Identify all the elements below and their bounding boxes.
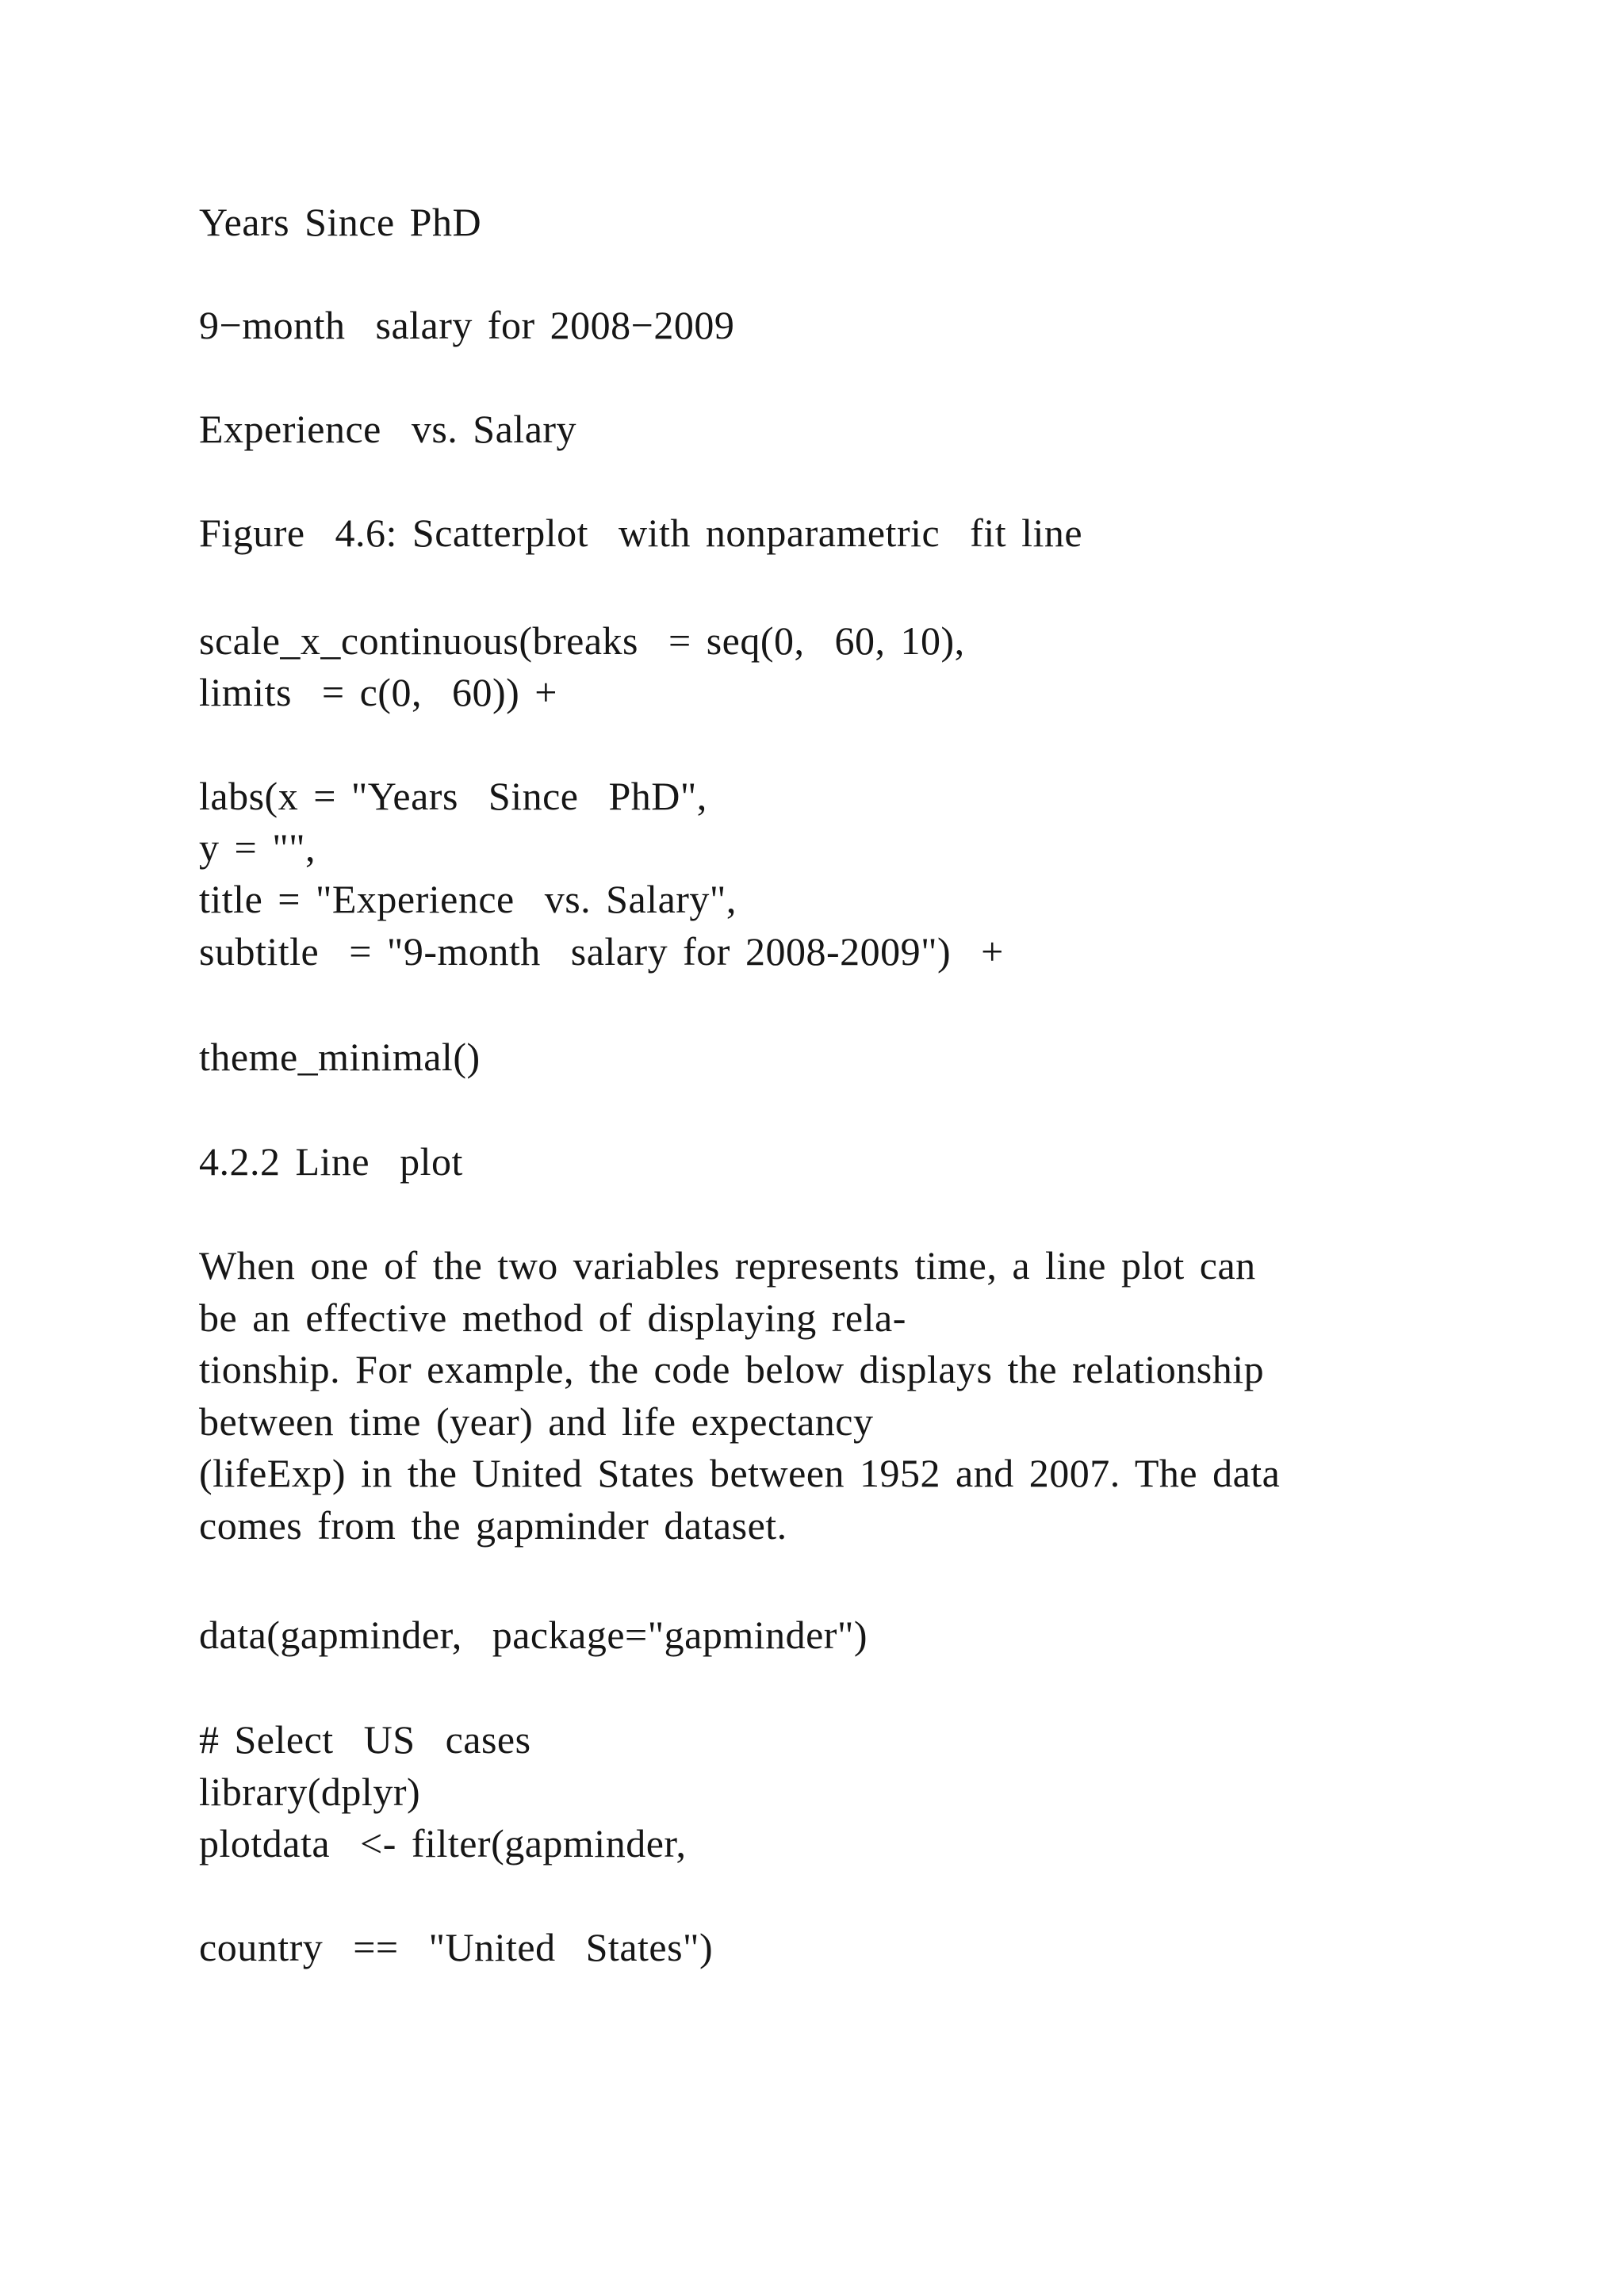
- section-heading: 4.2.2 Line plot: [199, 1139, 463, 1184]
- figure-title-text: Experience vs. Salary: [199, 407, 577, 451]
- figure-subtitle-text: 9−month salary for 2008−2009: [199, 303, 735, 347]
- code-line: theme_minimal(): [199, 1035, 481, 1079]
- figure-xlabel-text: Years Since PhD: [199, 200, 482, 244]
- figure-caption: Figure 4.6: Scatterplot with nonparametric fit line: [199, 511, 1083, 555]
- code-line: library(dplyr): [199, 1770, 421, 1814]
- code-line: country == "United States"): [199, 1925, 714, 1969]
- paragraph-line: comes from the gapminder dataset.: [199, 1502, 787, 1548]
- paragraph-line: (lifeExp) in the United States between 1952 and 2007. The data: [199, 1451, 1281, 1495]
- code-comment: # Select US cases: [199, 1717, 531, 1762]
- code-line: labs(x = "Years Since PhD",: [199, 774, 707, 818]
- paragraph-line: tionship. For example, the code below displays the relationship: [199, 1347, 1265, 1391]
- code-line: plotdata <- filter(gapminder,: [199, 1821, 687, 1866]
- paragraph-line: When one of the two variables represents time, a line plot can: [199, 1243, 1256, 1288]
- body-paragraph: [199, 1240, 1468, 1552]
- code-line: y = "",: [199, 825, 316, 870]
- paragraph-line: between time (year) and life expectancy: [199, 1399, 874, 1444]
- code-line: limits = c(0, 60)) +: [199, 670, 557, 714]
- code-line: subtitle = "9-month salary for 2008-2009") +: [199, 929, 1004, 974]
- paragraph-line: be an effective method of displaying rela-: [199, 1295, 906, 1340]
- code-line: title = "Experience vs. Salary",: [199, 877, 737, 921]
- code-line: data(gapminder, package="gapminder"): [199, 1613, 868, 1657]
- code-line: scale_x_continuous(breaks = seq(0, 60, 10),: [199, 618, 965, 663]
